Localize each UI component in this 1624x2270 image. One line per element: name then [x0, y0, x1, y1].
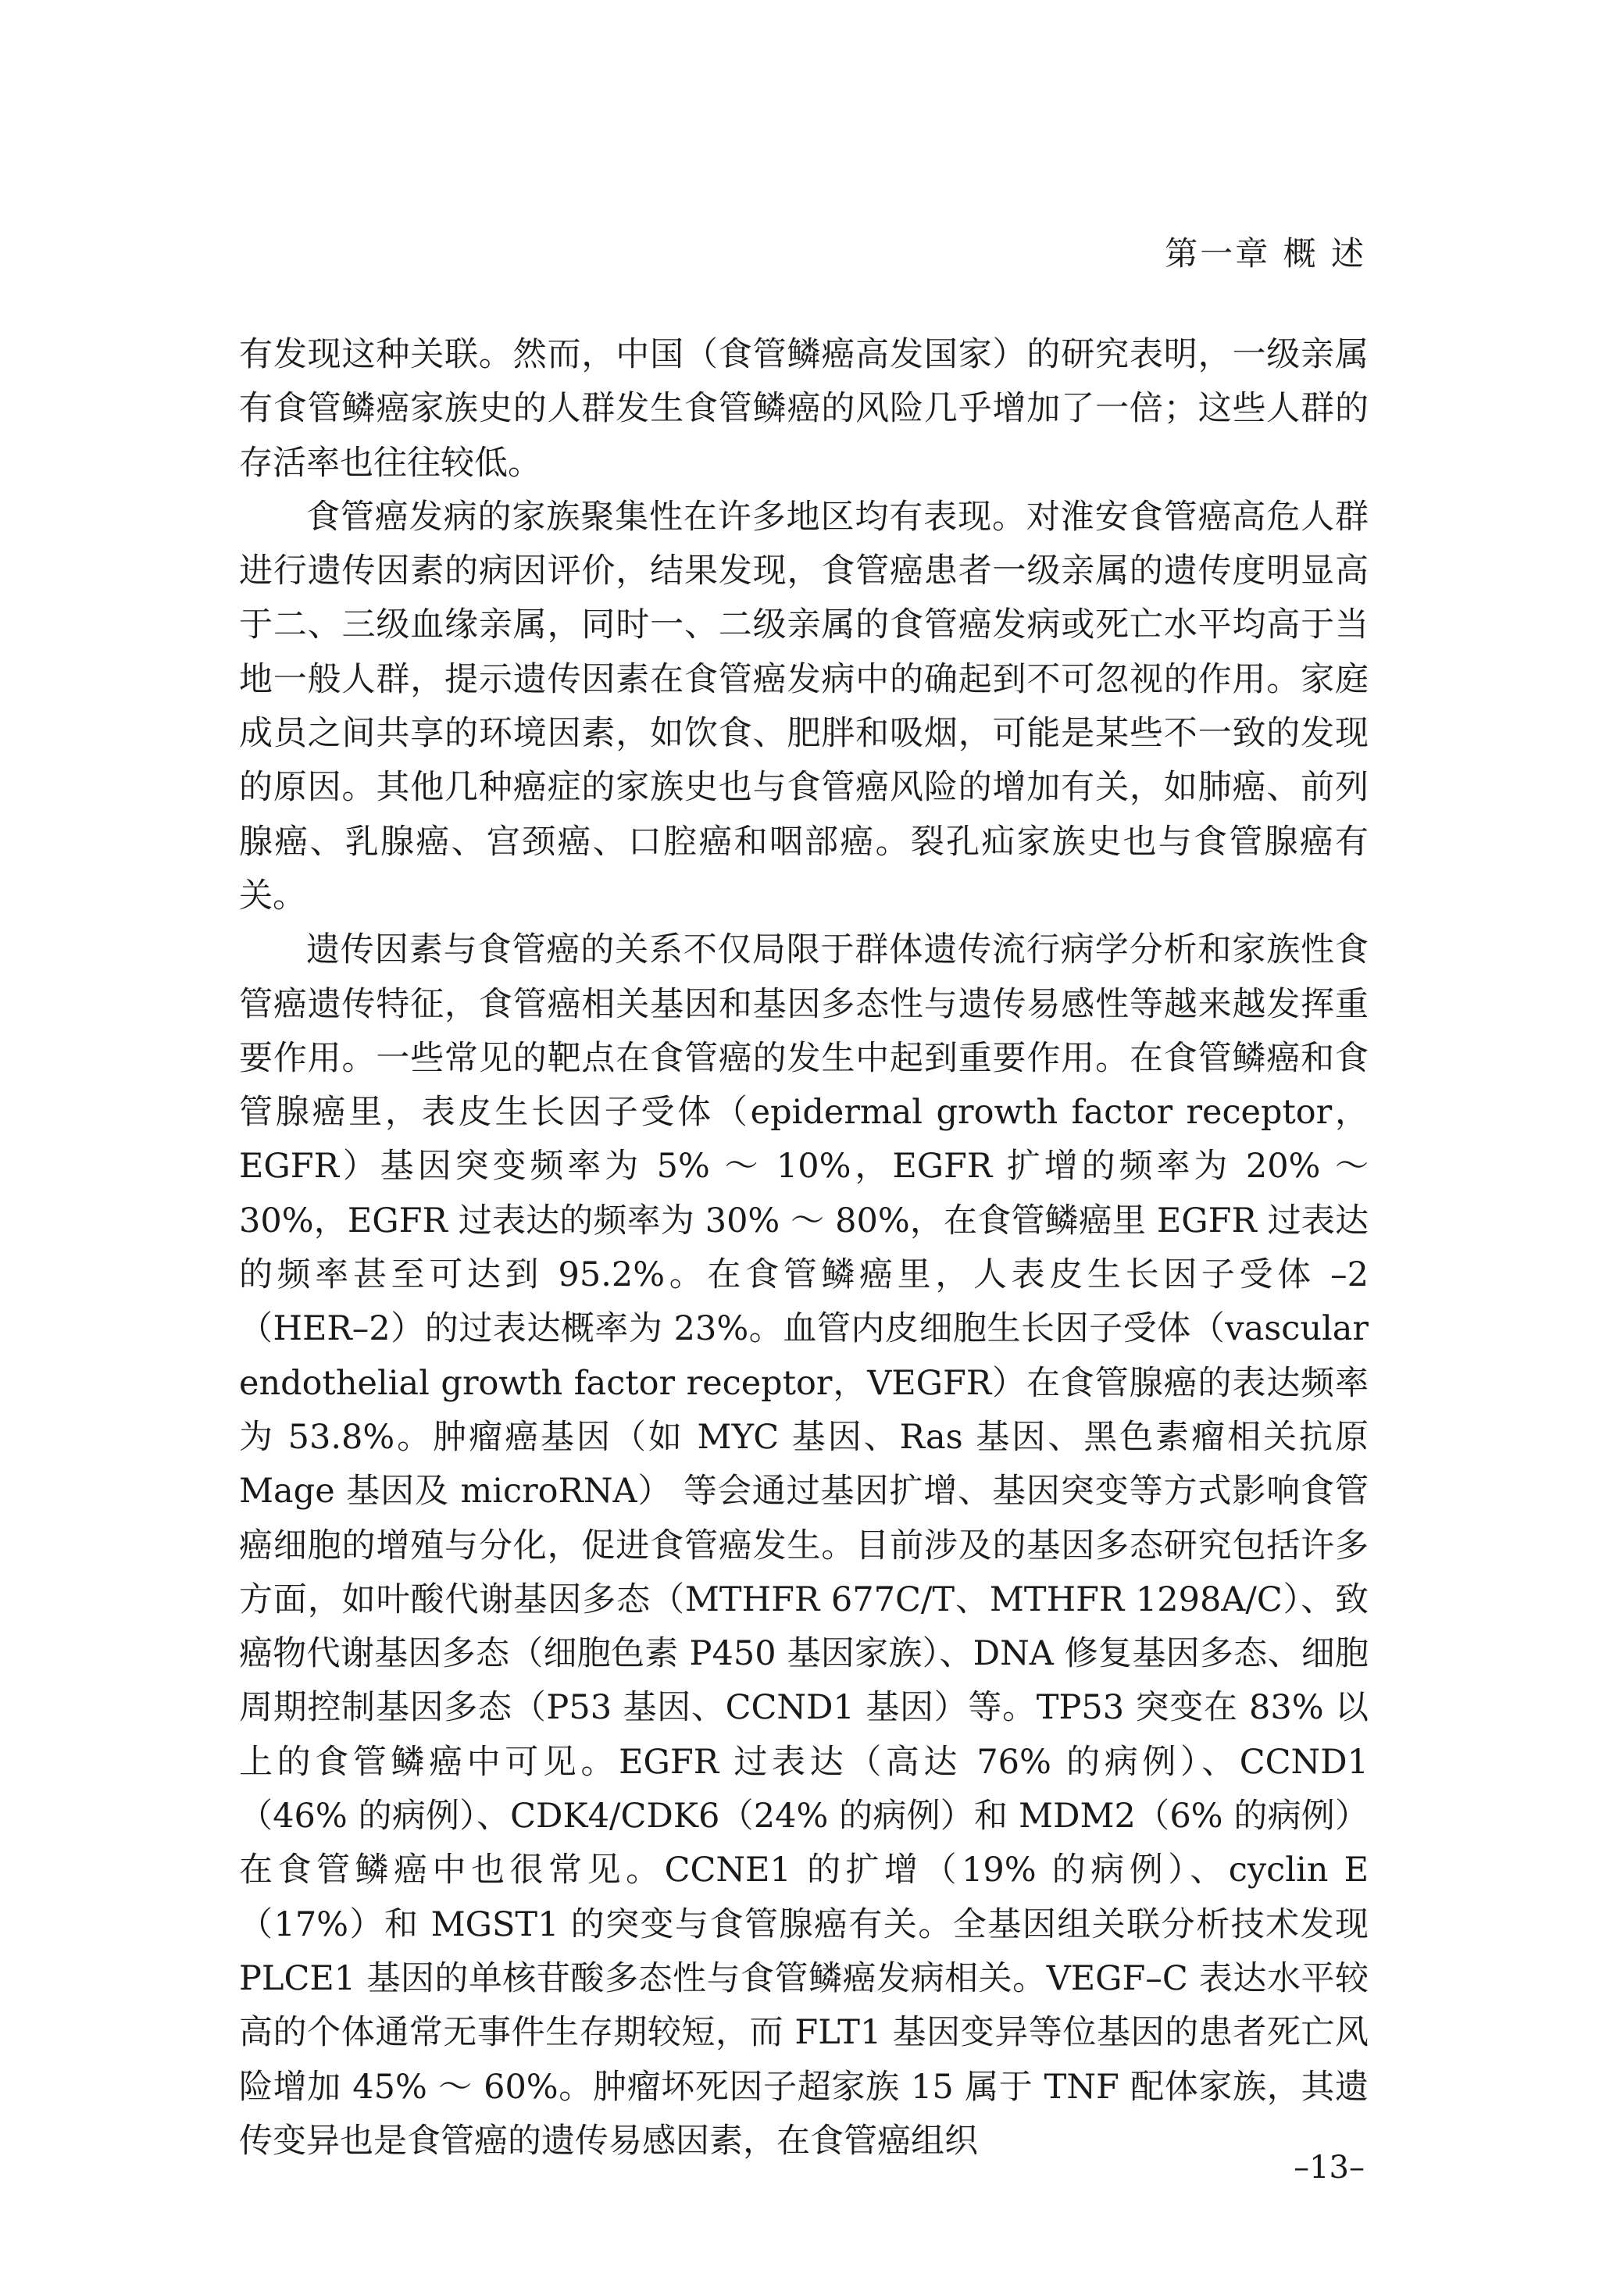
body-text [239, 328, 1369, 2168]
page-number: –13– [1294, 2150, 1365, 2186]
running-header: 第一章 概 述 [1165, 234, 1366, 273]
paragraph-genetic-factors: 遗传因素与食管癌的关系不仅局限于群体遗传流行病学分析和家族性食管癌遗传特征，食管癌相关基因和基因多态性与遗传易感性等越来越发挥重要作用。一些常见的靶点在食管癌的发生中起到重要作用。在食管鳞癌和食管腺癌里，表皮生长因子受体（epidermal growth factor receptor，EGFR）基因突变频率为 5% ～ 10%，EGFR 扩增的频率为 20% ～ 30%，EGFR 过表达的频率为 30% ～ 80%，在食管鳞癌里 EGFR 过表达的频率甚至可达到 95.2%。在食管鳞癌里，人表皮生长因子受体 –2（HER–2）的过表达概率为 23%。血管内皮细胞生长因子受体（vascular endothelial growth factor receptor，VEGFR）在食管腺癌的表达频率为 53.8%。肿瘤癌基因（如 MYC 基因、Ras 基因、黑色素瘤相关抗原 Mage 基因及 microRNA） 等会通过基因扩增、基因突变等方式影响食管癌细胞的增殖与分化，促进食管癌发生。目前涉及的基因多态研究包括许多方面，如叶酸代谢基因多态（MTHFR 677C/T、MTHFR 1298A/C）、致癌物代谢基因多态（细胞色素 P450 基因家族）、DNA 修复基因多态、细胞周期控制基因多态（P53 基因、CCND1 基因）等。TP53 突变在 83% 以上的食管鳞癌中可见。EGFR 过表达（高达 76% 的病例）、CCND1（46% 的病例）、CDK4/CDK6（24% 的病例）和 MDM2（6% 的病例）在食管鳞癌中也很常见。CCNE1 的扩增（19% 的病例）、cyclin E（17%）和 MGST1 的突变与食管腺癌有关。全基因组关联分析技术发现 PLCE1 基因的单核苷酸多态性与食管鳞癌发病相关。VEGF–C 表达水平较高的个体通常无事件生存期较短，而 FLT1 基因变异等位基因的患者死亡风险增加 45% ～ 60%。肿瘤坏死因子超家族 15 属于 TNF 配体家族，其遗传变异也是食管癌的遗传易感因素，在食管癌组织 [239, 930, 1369, 2161]
paragraph-family-aggregation: 食管癌发病的家族聚集性在许多地区均有表现。对淮安食管癌高危人群进行遗传因素的病因评价，结果发现，食管癌患者一级亲属的遗传度明显高于二、三级血缘亲属，同时一、二级亲属的食管癌发病或死亡水平均高于当地一般人群，提示遗传因素在食管癌发病中的确起到不可忽视的作用。家庭成员之间共享的环境因素，如饮食、肥胖和吸烟，可能是某些不一致的发现的原因。其他几种癌症的家族史也与食管癌风险的增加有关，如肺癌、前列腺癌、乳腺癌、宫颈癌、口腔癌和咽部癌。裂孔疝家族史也与食管腺癌有关。 [239, 497, 1369, 915]
paragraph-continuation: 有发现这种关联。然而，中国（食管鳞癌高发国家）的研究表明，一级亲属有食管鳞癌家族史的人群发生食管鳞癌的风险几乎增加了一倍；这些人群的存活率也往往较低。 [239, 335, 1369, 483]
